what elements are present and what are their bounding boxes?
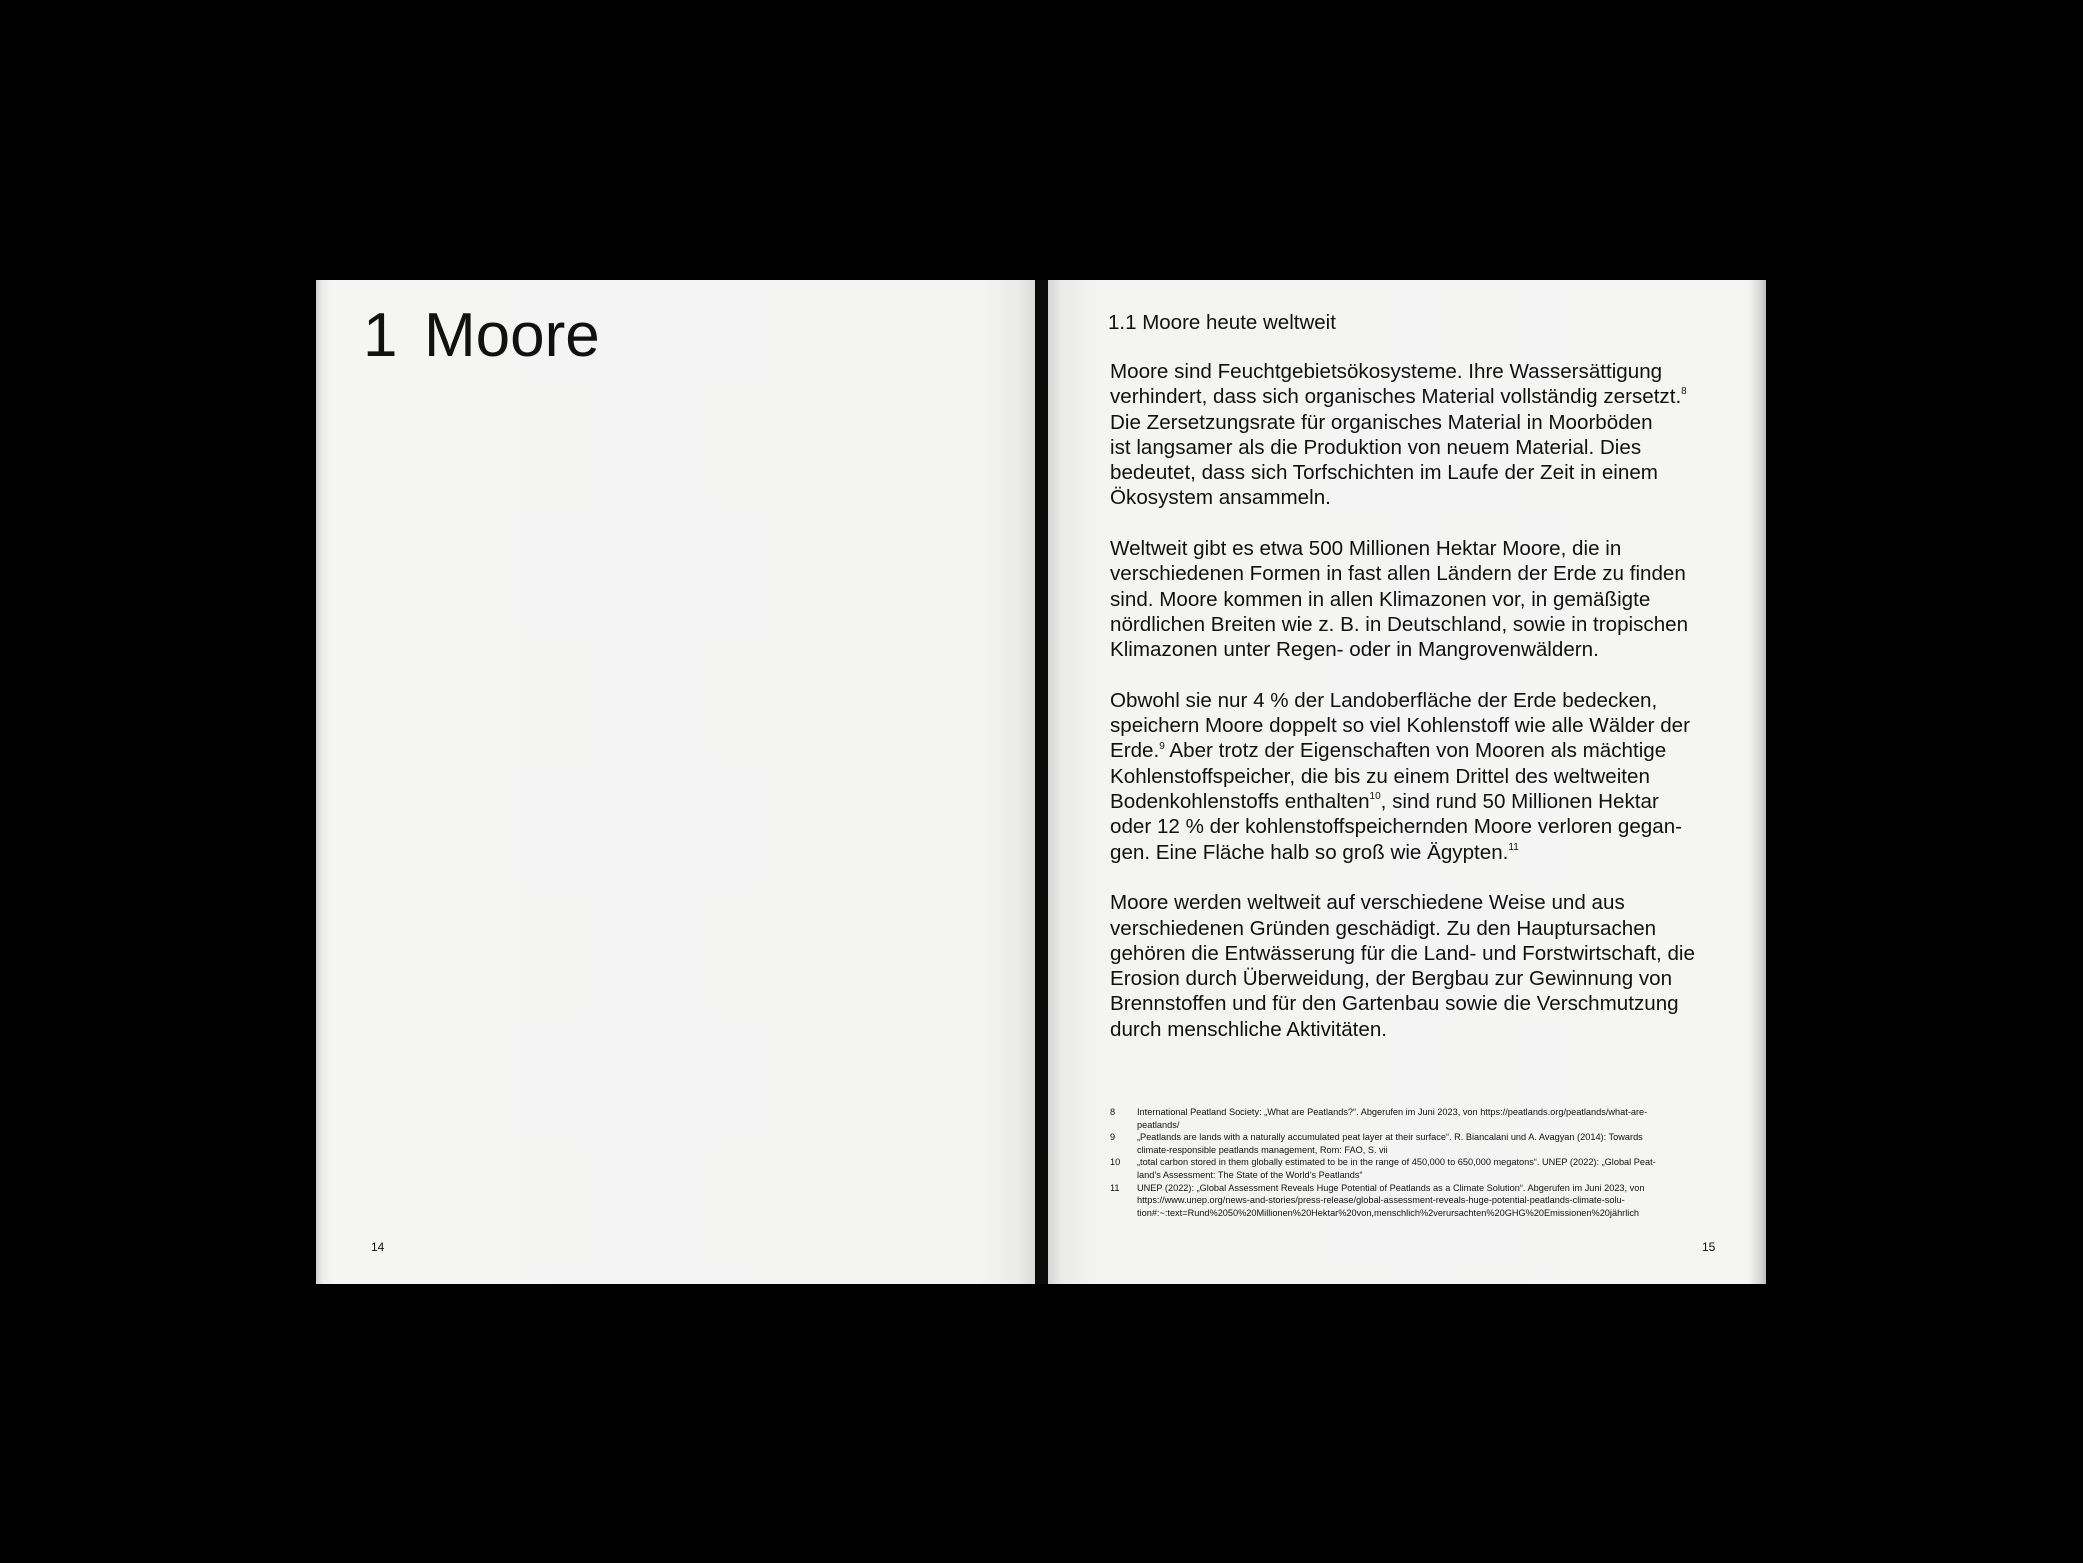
- chapter-title-text: Moore: [424, 301, 600, 370]
- footnote-line: International Peatland Society: „What are Peatlands?“. Abgerufen im Juni 2023, von https://peatlands.org/peatlands/what-are-: [1137, 1107, 1648, 1117]
- footnote-line: land’s Assessment: The State of the World’s Peatlands“: [1137, 1169, 1363, 1180]
- line-text: Erde.: [1110, 739, 1160, 763]
- left-page: [316, 280, 1035, 1284]
- body-paragraph: [1110, 688, 1720, 865]
- book-spine: [1035, 280, 1048, 1284]
- line-text: gehören die Entwässerung für die Land- und Forstwirtschaft, die: [1110, 941, 1695, 965]
- footnote-text: [1137, 1156, 1710, 1181]
- footnote-line: „Peatlands are lands with a naturally accumulated peat layer at their surface“. R. Biancalani und A. Avagyan (2014): Towards: [1137, 1132, 1643, 1143]
- text-line: [1110, 738, 1720, 763]
- line-text: gen. Eine Fläche halb so groß wie Ägypten.: [1110, 840, 1509, 864]
- chapter-number: 1: [363, 301, 398, 370]
- text-line: [1110, 435, 1720, 460]
- footnote-line: peatlands/: [1137, 1119, 1180, 1130]
- line-text: verschiedenen Gründen geschädigt. Zu den Hauptursachen: [1110, 916, 1657, 940]
- line-text: oder 12 % der kohlenstoffspeichernden Moore verloren gegan-: [1110, 815, 1683, 839]
- line-text: sind. Moore kommen in allen Klimazonen vor, in gemäßigte: [1110, 587, 1651, 611]
- line-text: speichern Moore doppelt so viel Kohlenstoff wie alle Wälder der: [1110, 714, 1690, 738]
- footnote-reference[interactable]: 9: [1159, 740, 1165, 752]
- line-text: Obwohl sie nur 4 % der Landoberfläche der Erde bedecken,: [1110, 688, 1658, 712]
- line-text-continued: , sind rund 50 Millionen Hektar: [1380, 790, 1659, 814]
- text-line: [1110, 941, 1720, 966]
- line-text: Kohlenstoffspeicher, die bis zu einem Drittel des weltweiten: [1110, 764, 1650, 788]
- footnotes: [1110, 1106, 1710, 1219]
- footnote: [1110, 1156, 1710, 1181]
- text-line: [1110, 966, 1720, 991]
- text-line: [1110, 384, 1720, 409]
- footnote: [1110, 1106, 1710, 1131]
- text-line: [1110, 916, 1720, 941]
- footnote-number: 11: [1110, 1182, 1120, 1193]
- line-text: Klimazonen unter Regen- oder in Mangrovenwäldern.: [1110, 638, 1599, 662]
- text-line: [1110, 587, 1720, 612]
- section-heading: 1.1 Moore heute weltweit: [1108, 311, 1336, 334]
- text-line: [1110, 410, 1720, 435]
- footnote-reference[interactable]: 10: [1369, 791, 1381, 803]
- footnote-reference[interactable]: 8: [1681, 386, 1687, 398]
- footnote-line: https://www.unep.org/news-and-stories/press-release/global-assessment-reveals-huge-potential-peatlands-climate-solu-: [1137, 1195, 1625, 1206]
- text-line: [1110, 485, 1720, 510]
- footnote-number: 10: [1110, 1157, 1121, 1168]
- footnote-text: [1137, 1131, 1710, 1156]
- text-line: [1110, 612, 1720, 637]
- line-text: Bodenkohlenstoffs enthalten: [1110, 790, 1370, 814]
- body-text: [1110, 359, 1720, 1067]
- footnote-number: 9: [1110, 1132, 1116, 1143]
- line-text: Die Zersetzungsrate für organisches Material in Moorböden: [1110, 410, 1653, 434]
- footnote-number: 8: [1110, 1107, 1116, 1117]
- text-line: [1110, 688, 1720, 713]
- text-line: [1110, 1017, 1720, 1042]
- footnote-line: UNEP (2022): „Global Assessment Reveals Huge Potential of Peatlands as a Climate Solution“. Abgerufen im Juni 2023, von: [1137, 1182, 1645, 1193]
- text-line: [1110, 890, 1720, 915]
- line-text: bedeutet, dass sich Torfschichten im Laufe der Zeit in einem: [1110, 461, 1658, 485]
- footnote-reference[interactable]: 11: [1508, 841, 1519, 853]
- footnote-text: [1137, 1182, 1710, 1220]
- body-paragraph: [1110, 890, 1720, 1042]
- text-line: [1110, 359, 1720, 384]
- line-text: ist langsamer als die Produktion von neuem Material. Dies: [1110, 435, 1642, 459]
- body-paragraph: [1110, 359, 1720, 511]
- footnote-text: [1137, 1106, 1710, 1131]
- body-paragraph: [1110, 536, 1720, 662]
- line-text: nördlichen Breiten wie z. B. in Deutschland, sowie in tropischen: [1110, 612, 1689, 636]
- line-text: verhindert, dass sich organisches Material vollständig zersetzt.: [1110, 385, 1682, 409]
- line-text: Moore sind Feuchtgebietsökosysteme. Ihre Wassersättigung: [1110, 360, 1663, 383]
- footnote: [1110, 1182, 1710, 1220]
- line-text: Moore werden weltweit auf verschiedene Weise und aus: [1110, 891, 1625, 915]
- footnote-line: climate-responsible peatlands management, Rom: FAO, S. vii: [1137, 1144, 1388, 1155]
- footnote: [1110, 1131, 1710, 1156]
- line-text: Brennstoffen und für den Gartenbau sowie die Verschmutzung: [1110, 992, 1679, 1016]
- line-text: durch menschliche Aktivitäten.: [1110, 1017, 1388, 1041]
- chapter-title: [363, 301, 600, 370]
- page-number-left: 14: [371, 1240, 385, 1254]
- line-text: verschiedenen Formen in fast allen Ländern der Erde zu finden: [1110, 562, 1686, 586]
- text-line: [1110, 460, 1720, 485]
- footnote-line: tion#:~:text=Rund%2050%20Millionen%20Hektar%20von,menschlich%2verursachten%20GHG%20Emissionen%20jährlich: [1137, 1207, 1640, 1218]
- text-line: [1110, 789, 1720, 814]
- text-line: [1110, 637, 1720, 662]
- line-text: Ökosystem ansammeln.: [1110, 486, 1331, 510]
- text-line: [1110, 713, 1720, 738]
- text-line: [1110, 764, 1720, 789]
- text-line: [1110, 991, 1720, 1016]
- text-line: [1110, 814, 1720, 839]
- text-line: [1110, 840, 1720, 865]
- text-line: [1110, 561, 1720, 586]
- text-line: [1110, 536, 1720, 561]
- footnote-line: „total carbon stored in them globally estimated to be in the range of 450,000 to 650,000 megatons“. UNEP (2022): „Global Peat-: [1137, 1157, 1656, 1168]
- line-text: Weltweit gibt es etwa 500 Millionen Hektar Moore, die in: [1110, 537, 1622, 561]
- line-text-continued: Aber trotz der Eigenschaften von Mooren als mächtige: [1164, 739, 1667, 763]
- line-text: Erosion durch Überweidung, der Bergbau zur Gewinnung von: [1110, 967, 1673, 991]
- page-number-right: 15: [1702, 1240, 1716, 1254]
